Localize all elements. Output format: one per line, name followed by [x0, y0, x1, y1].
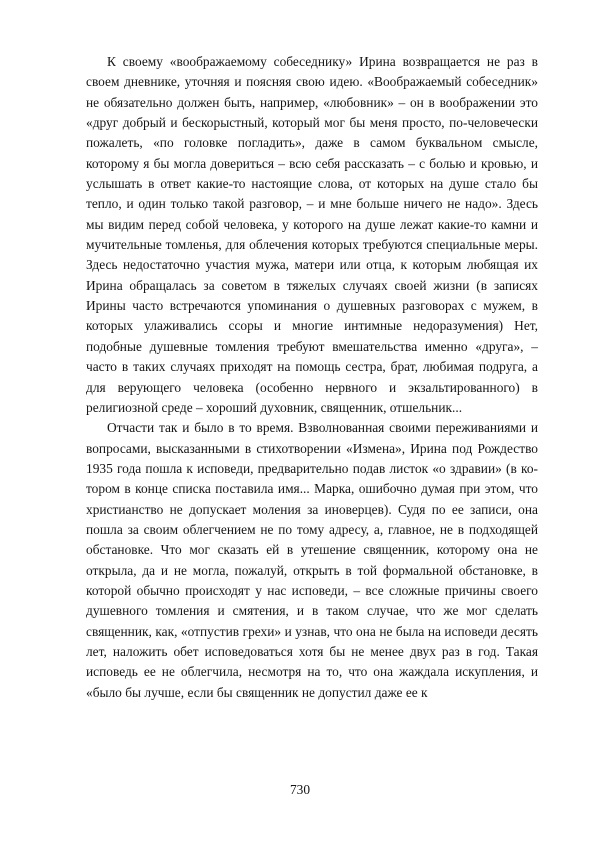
- paragraph-2: Отчасти так и было в то время. Взволнованная своими переживаниями и вопросами, высказанными в стихотворении «Измена», Ирина под Рождество 1935 года пошла к исповеди, предварительно подав листок «о здравии» (в котором в конце списка поставила имя... Марка, ошибочно думая при этом, что христианство не допускает моления за иноверцев). Судя по ее записи, она пошла за своим облегчением не по тому адресу, а, главное, не в подходящей обстановке. Что мог сказать ей в утешение священник, которому она не открыла, да и не могла, пожалуй, открыть в той формальной обстановке, в которой обычно происходят у нас исповеди, – все сложные причины своего душевного томления и смятения, и в таком случае, что же мог сделать священник, как, «отпустив грехи» и узнав, что она не была на исповеди десять лет, наложить обет исповедоваться хотя бы не менее двух раз в год. Такая исповедь ее не облегчила, несмотря на то, что она жаждала искупления, и «было бы лучше, если бы священник не допустил даже ее к: [86, 420, 538, 700]
- page-body: [86, 52, 538, 703]
- page-number: 730: [289, 782, 311, 797]
- paragraph-1: К своему «воображаемому собеседнику» Ирина возвращается не раз в своем дневнике, уточняя и поясняя свою идею. «Воображаемый собеседник» не обязательно должен быть, например, «любовник» – он в воображении это «друг добрый и бескорыстный, который мог бы меня просто, по-человечески пожалеть, «по головке погладить», даже в самом буквальном смысле, которому я бы могла довериться – всю себя рассказать – с болью и кровью, и услышать в ответ какие-то настоящие слова, от которых на душе стало бы тепло, и один только такой разговор, – и мне больше ничего не надо». Здесь мы видим перед собой человека, у которого на душе лежат какие-то камни и мучительные томленья, для облечения которых требуются специальные меры. Здесь недостаточно участия мужа, матери или отца, к которым любящая их Ирина обращалась за советом в тяжелых случаях своей жизни (в записях Ирины часто встречаются упоминания о душевных разговорах с мужем, в которых улаживались ссоры и многие интимные недоразумения) Нет, подобные душевные томления требуют вмешательства именно «друга», – часто в таких случаях приходят на помощь сестра, брат, любимая подруга, а для верующего человека (особенно нервного и экзальтированного) в религиозной среде – хороший духовник, священник, отшельник...: [86, 54, 538, 415]
